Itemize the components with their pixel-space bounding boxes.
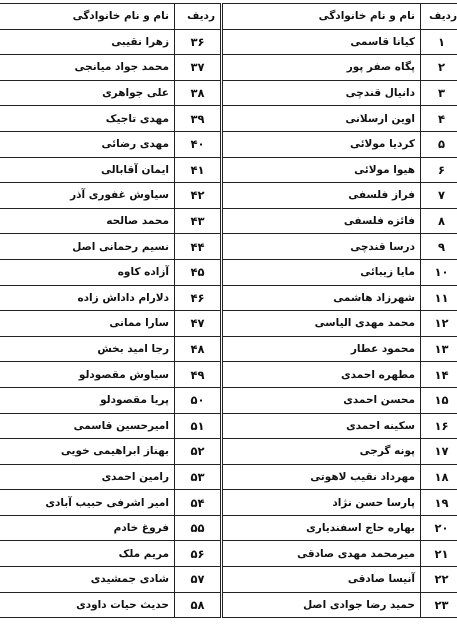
table-row — [0, 567, 221, 593]
table-row — [0, 157, 221, 183]
full-name: پارسا حسن نژاد — [223, 490, 421, 516]
table-row — [223, 259, 457, 285]
table-row — [0, 490, 221, 516]
full-name: محسن احمدی — [223, 387, 421, 413]
table-row — [223, 80, 457, 106]
full-name: رامین احمدی — [0, 464, 175, 490]
full-name: درسا قندچی — [223, 234, 421, 260]
row-number: ۱۷ — [421, 439, 457, 465]
row-number: ۱۰ — [421, 259, 457, 285]
full-name: پریا مقصودلو — [0, 387, 175, 413]
full-name: بهناز ابراهیمی خویی — [0, 439, 175, 465]
full-name: مایا زیبائی — [223, 259, 421, 285]
full-name: بهاره حاج اسفندیاری — [223, 515, 421, 541]
table-row — [223, 387, 457, 413]
full-name: مهدی تاجیک — [0, 106, 175, 132]
full-name: مطهره احمدی — [223, 362, 421, 388]
table-row — [223, 157, 457, 183]
table-row — [223, 336, 457, 362]
table-row — [223, 490, 457, 516]
full-name: دلارام داداش زاده — [0, 285, 175, 311]
full-name: سکینه احمدی — [223, 413, 421, 439]
table-row — [0, 285, 221, 311]
header-row-number: ردیف — [175, 4, 221, 30]
header-row-number: ردیف — [421, 4, 457, 30]
row-number: ۴۰ — [175, 131, 221, 157]
row-number: ۵۱ — [175, 413, 221, 439]
table-row — [223, 29, 457, 55]
table-row — [0, 29, 221, 55]
full-name: شهرزاد هاشمی — [223, 285, 421, 311]
full-name: پونه گرجی — [223, 439, 421, 465]
full-name: حدیث حیات داودی — [0, 592, 175, 618]
table-row — [223, 285, 457, 311]
full-name: فراز فلسفی — [223, 183, 421, 209]
full-name: علی جواهری — [0, 80, 175, 106]
full-name: آنیسا صادقی — [223, 567, 421, 593]
row-number: ۵۴ — [175, 490, 221, 516]
row-number: ۳۹ — [175, 106, 221, 132]
row-number: ۱۵ — [421, 387, 457, 413]
table-row — [223, 464, 457, 490]
row-number: ۲۰ — [421, 515, 457, 541]
full-name: فائزه فلسفی — [223, 208, 421, 234]
table-row — [0, 439, 221, 465]
row-number: ۶ — [421, 157, 457, 183]
row-number: ۱۸ — [421, 464, 457, 490]
full-name: سیاوش مقصودلو — [0, 362, 175, 388]
full-name: شادی جمشیدی — [0, 567, 175, 593]
table-row — [223, 208, 457, 234]
row-number: ۲۳ — [421, 592, 457, 618]
table-row — [223, 106, 457, 132]
table-row — [0, 592, 221, 618]
row-number: ۴۴ — [175, 234, 221, 260]
full-name: رجا امید بخش — [0, 336, 175, 362]
full-name: محمد جواد میانجی — [0, 55, 175, 81]
table-header-row — [223, 4, 457, 30]
row-number: ۱۳ — [421, 336, 457, 362]
full-name: امیرحسین قاسمی — [0, 413, 175, 439]
row-number: ۴۲ — [175, 183, 221, 209]
row-number: ۲ — [421, 55, 457, 81]
full-name: محمود عطار — [223, 336, 421, 362]
roster-table-right — [222, 3, 457, 618]
table-row — [223, 234, 457, 260]
row-number: ۲۲ — [421, 567, 457, 593]
full-name: فروغ خادم — [0, 515, 175, 541]
row-number: ۱۴ — [421, 362, 457, 388]
table-row — [0, 362, 221, 388]
row-number: ۳ — [421, 80, 457, 106]
full-name: حمید رضا جوادی اصل — [223, 592, 421, 618]
row-number: ۱ — [421, 29, 457, 55]
table-row — [0, 259, 221, 285]
table-row — [0, 336, 221, 362]
table-row — [0, 106, 221, 132]
table-row — [223, 515, 457, 541]
row-number: ۲۱ — [421, 541, 457, 567]
full-name: امیر اشرفی حبیب آبادی — [0, 490, 175, 516]
row-number: ۵ — [421, 131, 457, 157]
row-number: ۳۷ — [175, 55, 221, 81]
row-number: ۴۱ — [175, 157, 221, 183]
row-number: ۷ — [421, 183, 457, 209]
table-row — [0, 515, 221, 541]
full-name: ایمان آقابالی — [0, 157, 175, 183]
table-row — [223, 311, 457, 337]
row-number: ۴۸ — [175, 336, 221, 362]
full-name: دانیال قندچی — [223, 80, 421, 106]
row-number: ۵۷ — [175, 567, 221, 593]
table-row — [223, 592, 457, 618]
row-number: ۵۲ — [175, 439, 221, 465]
table-row — [223, 183, 457, 209]
table-row — [0, 208, 221, 234]
table-row — [223, 131, 457, 157]
full-name: میرمحمد مهدی صادقی — [223, 541, 421, 567]
row-number: ۵۰ — [175, 387, 221, 413]
row-number: ۱۶ — [421, 413, 457, 439]
table-row — [223, 362, 457, 388]
row-number: ۱۱ — [421, 285, 457, 311]
full-name: اوین ارسلانی — [223, 106, 421, 132]
table-row — [223, 55, 457, 81]
header-full-name: نام و نام خانوادگی — [223, 4, 421, 30]
full-name: سارا ممانی — [0, 311, 175, 337]
full-name: هیوا مولائی — [223, 157, 421, 183]
row-number: ۳۶ — [175, 29, 221, 55]
table-row — [0, 387, 221, 413]
full-name: مهدی رضائی — [0, 131, 175, 157]
table-row — [223, 541, 457, 567]
table-row — [0, 541, 221, 567]
table-row — [0, 55, 221, 81]
full-name: کردیا مولائی — [223, 131, 421, 157]
full-name: زهرا نقیبی — [0, 29, 175, 55]
full-name: محمد مهدی الیاسی — [223, 311, 421, 337]
roster-table-left — [0, 3, 221, 618]
full-name: کیانا قاسمی — [223, 29, 421, 55]
row-number: ۵۶ — [175, 541, 221, 567]
row-number: ۴۵ — [175, 259, 221, 285]
row-number: ۳۸ — [175, 80, 221, 106]
row-number: ۵۵ — [175, 515, 221, 541]
table-row — [0, 80, 221, 106]
row-number: ۴۶ — [175, 285, 221, 311]
full-name: مهرداد نقیب لاهوتی — [223, 464, 421, 490]
row-number: ۱۲ — [421, 311, 457, 337]
row-number: ۸ — [421, 208, 457, 234]
full-name: نسیم رحمانی اصل — [0, 234, 175, 260]
row-number: ۵۳ — [175, 464, 221, 490]
full-name: محمد صالحه — [0, 208, 175, 234]
full-name: سیاوش غفوری آذر — [0, 183, 175, 209]
row-number: ۴۳ — [175, 208, 221, 234]
table-row — [223, 413, 457, 439]
table-row — [0, 413, 221, 439]
full-name: مریم ملک — [0, 541, 175, 567]
row-number: ۵۸ — [175, 592, 221, 618]
full-name: پگاه صفر پور — [223, 55, 421, 81]
table-row — [0, 311, 221, 337]
row-number: ۴۹ — [175, 362, 221, 388]
header-full-name: نام و نام خانوادگی — [0, 4, 175, 30]
full-name: آزاده کاوه — [0, 259, 175, 285]
table-row — [223, 439, 457, 465]
table-row — [0, 183, 221, 209]
table-header-row — [0, 4, 221, 30]
table-row — [0, 131, 221, 157]
table-row — [223, 567, 457, 593]
row-number: ۹ — [421, 234, 457, 260]
table-row — [0, 234, 221, 260]
row-number: ۴ — [421, 106, 457, 132]
table-row — [0, 464, 221, 490]
row-number: ۱۹ — [421, 490, 457, 516]
row-number: ۴۷ — [175, 311, 221, 337]
